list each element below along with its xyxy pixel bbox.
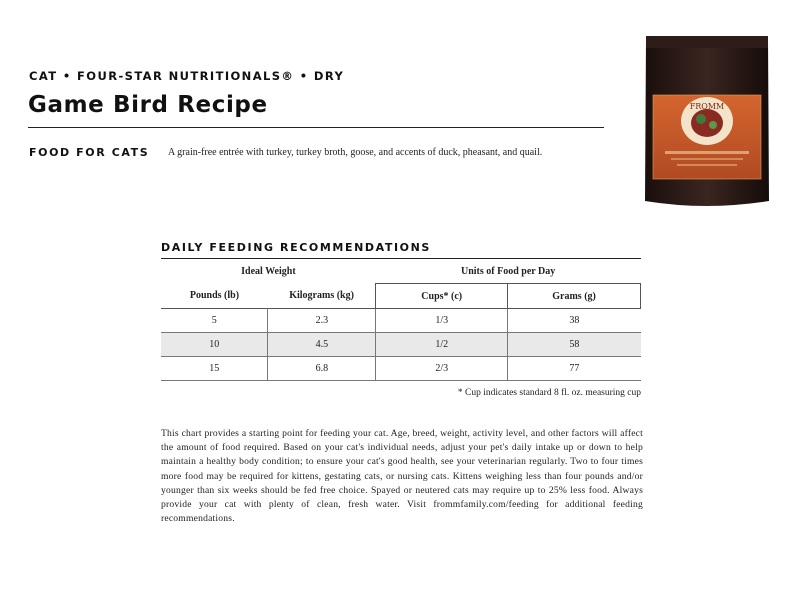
column-header-grams: Grams (g): [508, 284, 641, 309]
product-bag-image: [643, 33, 771, 211]
page-title: Game Bird Recipe: [28, 92, 268, 118]
product-line-eyebrow: CAT • FOUR-STAR NUTRITIONALS® • DRY: [29, 69, 345, 83]
cell-grams: 77: [508, 357, 641, 381]
feeding-heading: DAILY FEEDING RECOMMENDATIONS: [161, 241, 431, 254]
cell-kilograms: 4.5: [268, 333, 376, 357]
section-label: FOOD FOR CATS: [29, 146, 150, 159]
cell-pounds: 5: [161, 309, 268, 333]
cell-kilograms: 6.8: [268, 357, 376, 381]
table-group-header-row: [161, 259, 641, 284]
cell-pounds: 10: [161, 333, 268, 357]
column-header-cups: Cups* (c): [376, 284, 508, 309]
product-description: A grain-free entrée with turkey, turkey broth, goose, and accents of duck, pheasant, and quail.: [168, 147, 543, 158]
cell-cups: 2/3: [376, 357, 508, 381]
column-header-kilograms: Kilograms (kg): [289, 290, 354, 302]
group-header-units: Units of Food per Day: [461, 265, 556, 277]
cell-kilograms: 2.3: [268, 309, 376, 333]
bag-seal: [646, 36, 768, 48]
bag-brand-wordmark: [690, 102, 725, 111]
title-divider: [28, 127, 604, 128]
cell-pounds: 15: [161, 357, 268, 381]
feeding-table: [161, 259, 641, 381]
cell-grams: 38: [508, 309, 641, 333]
column-header-pounds: Pounds (lb): [189, 290, 240, 302]
cell-cups: 1/2: [376, 333, 508, 357]
group-header-weight: Ideal Weight: [241, 265, 296, 277]
svg-text:FROMM: FROMM: [689, 102, 725, 111]
table-column-header-row: [161, 284, 641, 309]
cup-footnote: * Cup indicates standard 8 fl. oz. measuring cup: [457, 388, 641, 398]
table-row: [161, 333, 641, 357]
table-row: [161, 357, 641, 381]
feeding-guidance-text: This chart provides a starting point for feeding your cat. Age, breed, weight, activity level, and other factors will affect the amount of food required. Based on your cat's individual needs, adjust your pet's daily intake up or down to help maintain a healthy body condition; to ensure your cat's good health, see your veterinarian regularly. Two to four times more food may be required for kittens, gestating cats, or nursing cats. Kittens weighing less than four pounds and/or younger than six weeks should be fed free choice. Spayed or neutered cats may require up to 25% less food. Always provide your cat with plenty of clean, fresh water. Visit frommfamily.com/feeding for additional feeding recommendations.: [161, 428, 643, 525]
cell-grams: 58: [508, 333, 641, 357]
table-row: [161, 309, 641, 333]
product-bag-illustration: [643, 33, 771, 211]
cell-cups: 1/3: [376, 309, 508, 333]
